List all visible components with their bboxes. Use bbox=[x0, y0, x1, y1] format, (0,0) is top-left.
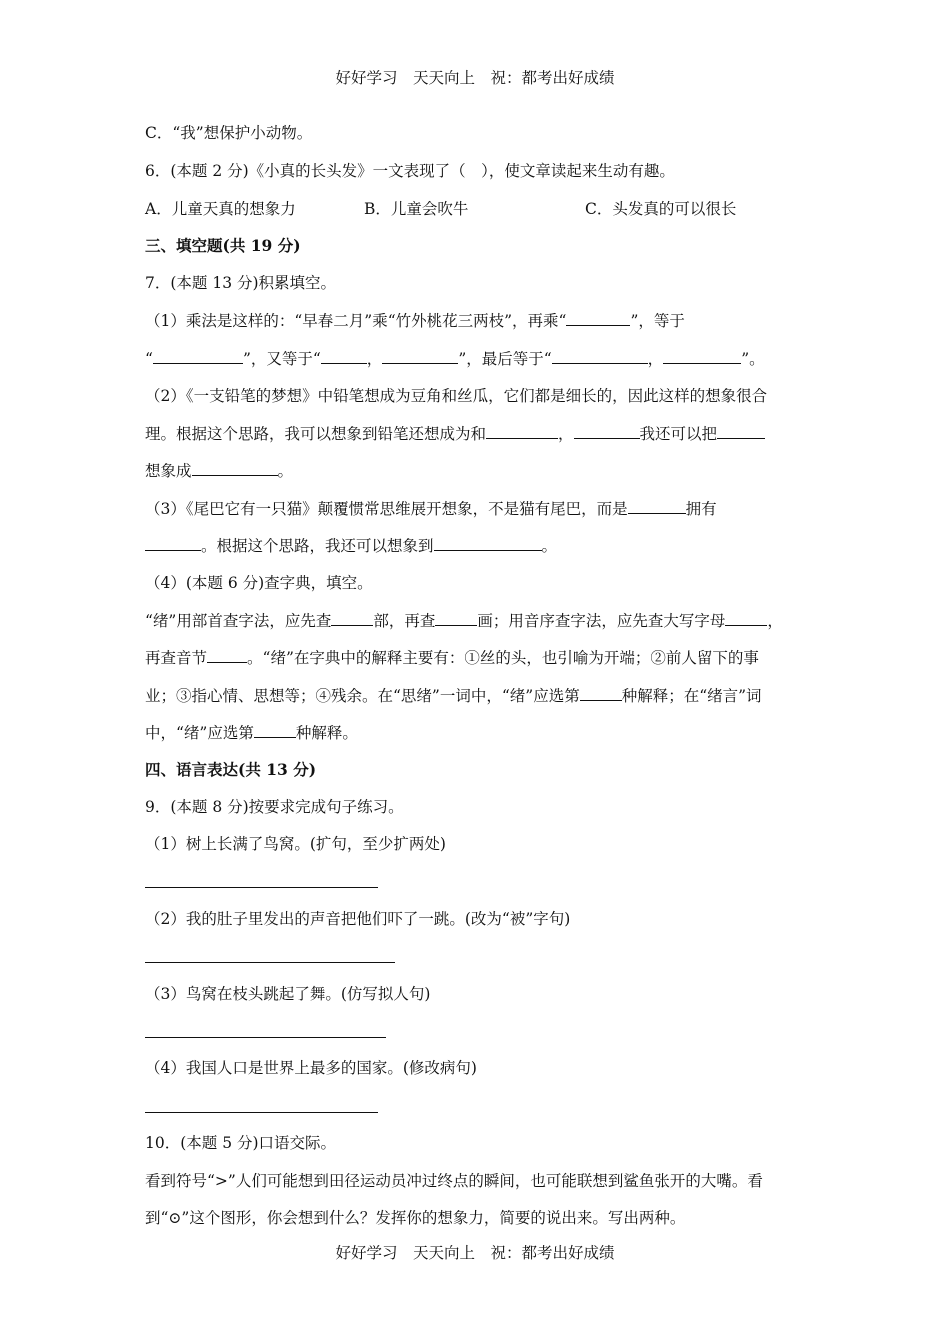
q7-part4-text-g: 业；③指心情、思想等；④残余。在“思绪”一词中，“绪”应选第 bbox=[145, 687, 580, 705]
q7-part2-text-f: 。 bbox=[277, 462, 294, 480]
q7-stem: 7．(本题 13 分)积累填空。 bbox=[145, 274, 337, 292]
page-footer: 好好学习 天天向上 祝：都考出好成绩 bbox=[335, 1244, 615, 1262]
q7-part3-text-c: 。根据这个思路，我还可以想象到 bbox=[201, 537, 434, 555]
answer-blank[interactable] bbox=[435, 611, 477, 626]
q7-part2-line3 bbox=[145, 460, 293, 482]
q7-part4-line2 bbox=[145, 647, 759, 669]
answer-blank[interactable] bbox=[382, 349, 458, 364]
q9-stem: 9．(本题 8 分)按要求完成句子练习。 bbox=[145, 798, 404, 816]
q7-part1-line1 bbox=[145, 310, 685, 332]
q7-part2-text-e: 想象成 bbox=[145, 462, 192, 480]
q6-option-b: B．儿童会吹牛 bbox=[364, 200, 469, 218]
q9-sentence-3: （3）鸟窝在枝头跳起了舞。(仿写拟人句) bbox=[145, 985, 431, 1003]
q7-part2-line1: （2）《一支铅笔的梦想》中铅笔想成为豆角和丝瓜，它们都是细长的，因此这样的想象很合 bbox=[145, 387, 768, 405]
answer-blank[interactable] bbox=[552, 349, 648, 364]
q7-part1-text-f: ”，最后等于“ bbox=[458, 350, 552, 368]
answer-blank[interactable] bbox=[145, 536, 201, 551]
q7-part1-text-d: ”，又等于“ bbox=[242, 350, 321, 368]
answer-blank[interactable] bbox=[566, 311, 630, 326]
q9-sentence-4: （4）我国人口是世界上最多的国家。(修改病句) bbox=[145, 1059, 477, 1077]
q7-part3-text-b: 拥有 bbox=[685, 500, 717, 518]
page-header: 好好学习 天天向上 祝：都考出好成绩 bbox=[335, 69, 615, 87]
q7-part2-text-b: 理。根据这个思路，我可以想象到铅笔还想成为和 bbox=[145, 425, 487, 443]
q6-stem: 6．(本题 2 分)《小真的长头发》一文表现了（ ），使文章读起来生动有趣。 bbox=[145, 162, 675, 180]
q7-part4-text-a: “绪”用部首查字法，应先查 bbox=[145, 612, 332, 630]
answer-blank[interactable] bbox=[153, 349, 243, 364]
q7-part4-text-i: 中，“绪”应选第 bbox=[145, 724, 254, 742]
answer-blank[interactable] bbox=[663, 349, 741, 364]
q7-part3-text-d: 。 bbox=[541, 537, 558, 555]
answer-blank[interactable] bbox=[574, 424, 640, 439]
answer-line[interactable] bbox=[145, 1037, 386, 1038]
q10-line-1: 看到符号“>”人们可能想到田径运动员冲过终点的瞬间，也可能联想到鲨鱼张开的大嘴。看 bbox=[145, 1172, 763, 1190]
q7-part4-text-b: 部，再查 bbox=[373, 612, 436, 630]
q7-part4-text-h: 种解释；在“绪言”词 bbox=[621, 687, 762, 705]
q5-option-c: C．“我”想保护小动物。 bbox=[145, 124, 313, 142]
q7-part3-text-a: （3）《尾巴它有一只猫》颠覆惯常思维展开想象，不是猫有尾巴，而是 bbox=[145, 500, 628, 518]
q6-option-a: A．儿童天真的想象力 bbox=[145, 200, 296, 218]
answer-blank[interactable] bbox=[321, 349, 367, 364]
answer-blank[interactable] bbox=[192, 461, 278, 476]
answer-blank[interactable] bbox=[486, 424, 558, 439]
q6-option-c: C．头发真的可以很长 bbox=[585, 200, 737, 218]
answer-line[interactable] bbox=[145, 1112, 378, 1113]
answer-blank[interactable] bbox=[725, 611, 767, 626]
answer-blank[interactable] bbox=[331, 611, 373, 626]
q10-stem: 10．(本题 5 分)口语交际。 bbox=[145, 1134, 337, 1152]
q7-part4-text-d: ， bbox=[767, 612, 783, 630]
q7-part4-text-e: 再查音节 bbox=[145, 649, 208, 667]
answer-blank[interactable] bbox=[580, 686, 622, 701]
q7-part1-text-h: ”。 bbox=[741, 350, 765, 368]
q7-part1-text-b: ”，等于 bbox=[630, 312, 685, 330]
q7-part1-text-c: “ bbox=[145, 350, 153, 368]
section-4-heading: 四、语言表达(共 13 分) bbox=[145, 760, 317, 779]
q9-sentence-1: （1）树上长满了鸟窝。(扩句，至少扩两处) bbox=[145, 835, 446, 853]
q7-part4-line1 bbox=[145, 610, 783, 632]
q7-part3-line1 bbox=[145, 498, 717, 520]
answer-blank[interactable] bbox=[717, 424, 765, 439]
q7-part2-text-c: ， bbox=[558, 425, 574, 443]
q7-part4-line3 bbox=[145, 685, 762, 707]
q7-part4-text-f: 。“绪”在字典中的解释主要有：①丝的头，也引喻为开端；②前人留下的事 bbox=[247, 649, 759, 667]
answer-blank[interactable] bbox=[207, 648, 247, 663]
q7-part4-line4 bbox=[145, 722, 358, 744]
q7-part2-line2 bbox=[145, 423, 765, 445]
q7-part1-text-a: （1）乘法是这样的：“早春二月”乘“竹外桃花三两枝”，再乘“ bbox=[145, 312, 567, 330]
answer-line[interactable] bbox=[145, 887, 378, 888]
q7-part4-text-j: 种解释。 bbox=[295, 724, 358, 742]
answer-blank[interactable] bbox=[628, 499, 686, 514]
q9-sentence-2: （2）我的肚子里发出的声音把他们吓了一跳。(改为“被”字句) bbox=[145, 910, 571, 928]
q10-line-2: 到“⊙”这个图形，你会想到什么？发挥你的想象力，简要的说出来。写出两种。 bbox=[145, 1209, 686, 1227]
q7-part2-text-d: 我还可以把 bbox=[639, 425, 718, 443]
q7-part1-text-e: ， bbox=[366, 350, 383, 368]
q7-part3-line2 bbox=[145, 535, 557, 557]
q7-part4-text-c: 画；用音序查字法，应先查大写字母 bbox=[477, 612, 726, 630]
q7-part1-text-g: ， bbox=[647, 350, 664, 368]
answer-blank[interactable] bbox=[254, 723, 296, 738]
answer-line[interactable] bbox=[145, 962, 395, 963]
q7-part1-line2 bbox=[145, 348, 765, 370]
q7-part4-stem: （4）(本题 6 分)查字典，填空。 bbox=[145, 574, 373, 592]
answer-blank[interactable] bbox=[434, 536, 542, 551]
section-3-heading: 三、填空题(共 19 分) bbox=[145, 236, 301, 255]
